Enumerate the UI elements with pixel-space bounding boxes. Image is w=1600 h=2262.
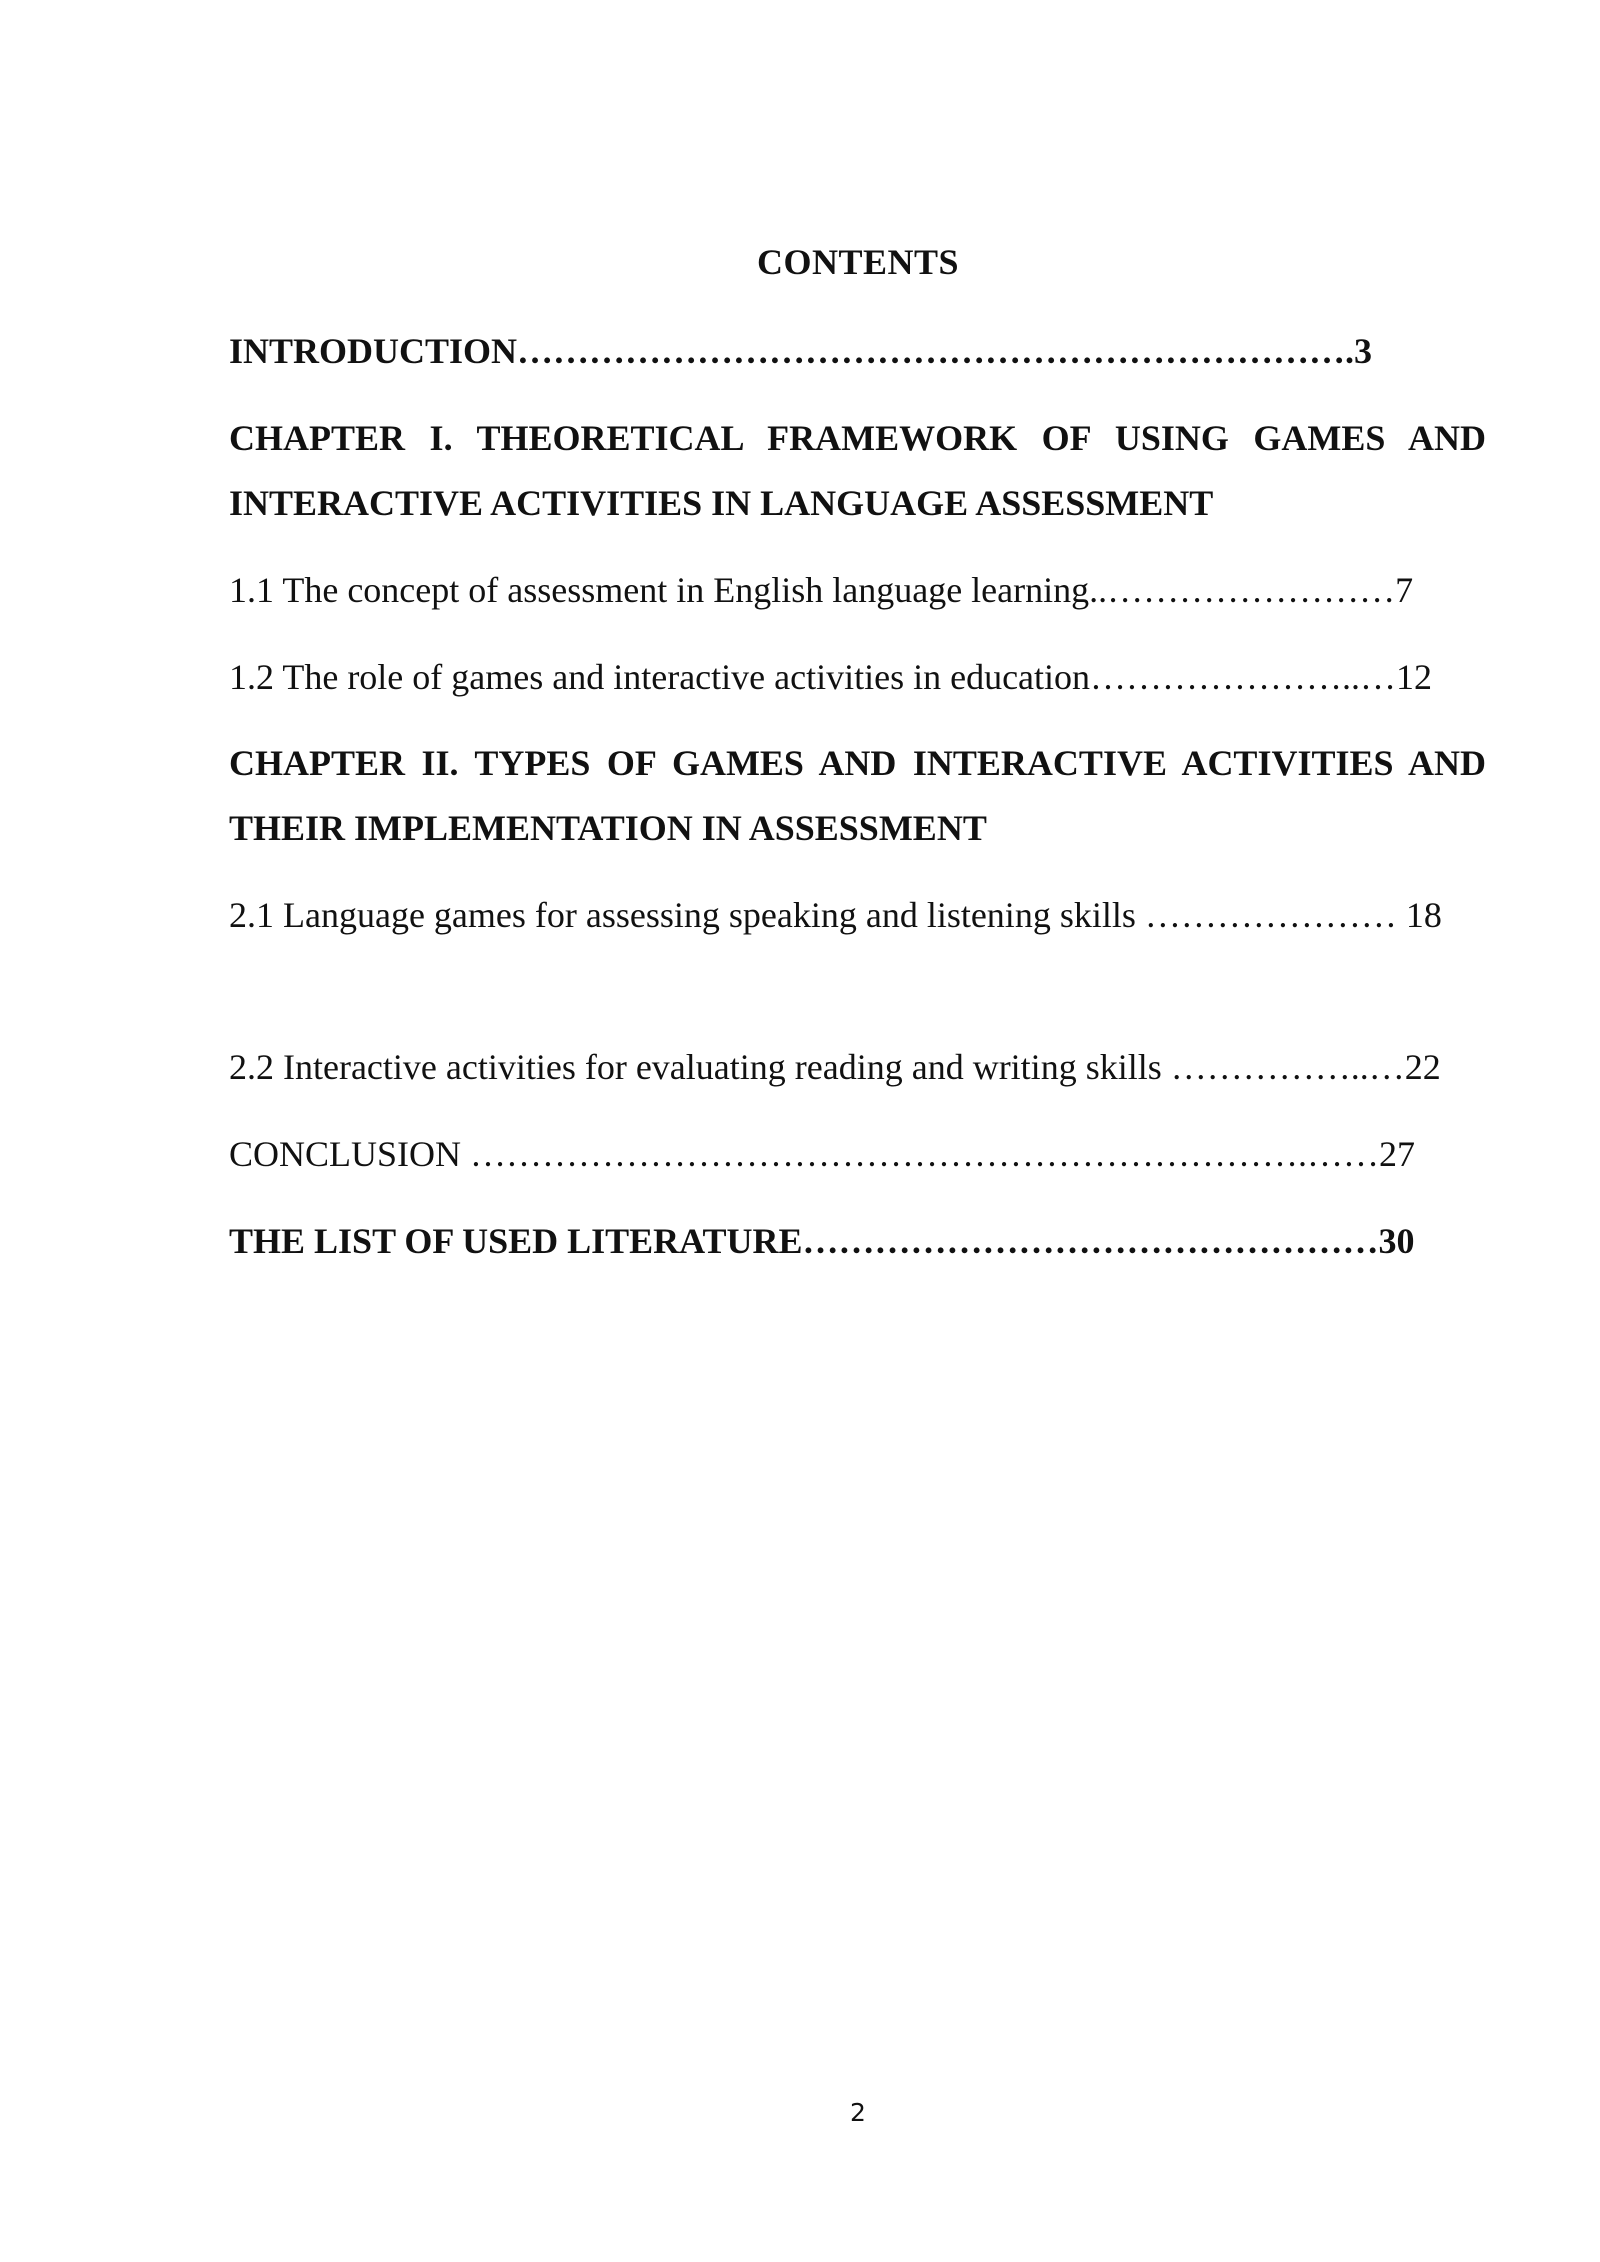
toc-entry-chapter-1: CHAPTER I. THEORETICAL FRAMEWORK OF USING GAMES AND INTERACTIVE ACTIVITIES IN LANGUAGE ASSESSMENT (229, 418, 1486, 523)
toc-entry-conclusion: CONCLUSION …………………………………………………………….……27 (229, 1134, 1416, 1174)
toc-entry-section-2-2: 2.2 Interactive activities for evaluating reading and writing skills ……………..…22 (229, 1047, 1441, 1087)
toc-entry-section-1-1: 1.1 The concept of assessment in English language learning..……………………7 (229, 570, 1414, 610)
page-number: 2 (850, 2098, 866, 2127)
contents-title: CONTENTS (756, 242, 960, 282)
toc-entry-chapter-2: CHAPTER II. TYPES OF GAMES AND INTERACTIVE ACTIVITIES AND THEIR IMPLEMENTATION IN ASSESSMENT (229, 743, 1486, 848)
toc-entry-section-1-2: 1.2 The role of games and interactive activities in education…………………..…12 (229, 657, 1433, 697)
toc-entry-section-2-1: 2.1 Language games for assessing speaking and listening skills ………………… 18 (229, 895, 1442, 935)
toc-entry-introduction: INTRODUCTION…………………………………………………………….3 (229, 331, 1373, 371)
toc-entry-literature: THE LIST OF USED LITERATURE…………………………………………30 (229, 1221, 1415, 1261)
